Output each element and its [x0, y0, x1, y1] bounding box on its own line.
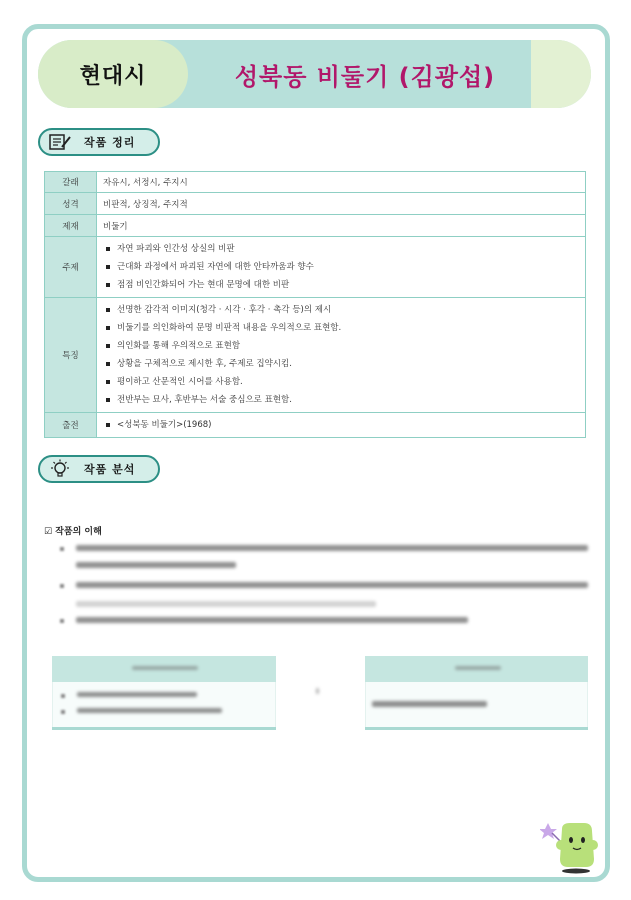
- analysis-section-heading: [38, 455, 160, 483]
- summary-section-title: 작품 정리: [84, 136, 136, 149]
- lightbulb-icon: [48, 459, 72, 479]
- table-row: [45, 215, 586, 237]
- bullet-dot: [61, 710, 65, 714]
- blurred-text: [77, 708, 222, 713]
- row-label-genre: 갈래: [45, 172, 97, 193]
- analysis-card-left: [52, 656, 276, 730]
- analysis-card-right: [365, 656, 588, 730]
- list-item: 점점 비인간화되어 가는 현대 문명에 대한 비판: [103, 276, 579, 294]
- blurred-text: [372, 701, 487, 707]
- row-label-nature: 성격: [45, 193, 97, 215]
- blurred-text: [132, 666, 198, 670]
- mascot-illustration: [540, 815, 602, 875]
- summary-section-heading: [38, 128, 160, 156]
- blurred-text: [76, 582, 588, 588]
- list-item: 자연 파괴와 인간성 상실의 비판: [103, 240, 579, 258]
- row-value-source: [97, 413, 586, 438]
- bullet-dot: [60, 584, 64, 588]
- list-item: 상황을 구체적으로 제시한 후, 주제로 집약시킴.: [103, 355, 579, 373]
- row-value-genre: 자유시, 서정시, 주지시: [97, 172, 586, 193]
- list-item: 비둘기를 의인화하여 문명 비판적 내용을 우의적으로 표현함.: [103, 319, 579, 337]
- list-item: 근대화 과정에서 파괴된 자연에 대한 안타까움과 향수: [103, 258, 579, 276]
- table-row: [45, 237, 586, 298]
- table-row: [45, 172, 586, 193]
- blurred-text: [76, 562, 236, 568]
- row-value-theme: [97, 237, 586, 298]
- genre-badge: [38, 40, 188, 108]
- blurred-text: [76, 601, 376, 607]
- blurred-mark: [316, 688, 319, 694]
- table-row: [45, 193, 586, 215]
- blurred-text: [455, 666, 501, 670]
- card-header: [365, 656, 588, 682]
- bullet-dot: [61, 694, 65, 698]
- analysis-section-title: 작품 분석: [84, 463, 136, 476]
- row-label-subject: 제재: [45, 215, 97, 237]
- list-item: <성북동 비둘기>(1968): [103, 416, 579, 434]
- summary-table: [44, 171, 586, 438]
- row-label-theme: 주제: [45, 237, 97, 298]
- row-value-features: [97, 298, 586, 413]
- table-row: [45, 413, 586, 438]
- list-item: 의인화를 통해 우의적으로 표현함: [103, 337, 579, 355]
- row-label-features: 특징: [45, 298, 97, 413]
- card-body: [52, 682, 276, 727]
- list-item: 평이하고 산문적인 시어를 사용함.: [103, 373, 579, 391]
- row-value-subject: 비둘기: [97, 215, 586, 237]
- row-value-nature: 비판적, 상징적, 주지적: [97, 193, 586, 215]
- page-title: 성북동 비둘기 (김광섭): [234, 62, 496, 91]
- list-item: 전반부는 묘사, 후반부는 서술 중심으로 표현함.: [103, 391, 579, 409]
- card-header: [52, 656, 276, 682]
- understanding-heading: ☑ 작품의 이해: [44, 527, 102, 537]
- bullet-dot: [60, 547, 64, 551]
- blurred-text: [77, 692, 197, 697]
- notepad-pencil-icon: [48, 132, 72, 152]
- blurred-text: [76, 617, 468, 623]
- card-body: [365, 682, 588, 727]
- genre-label: 현대시: [79, 63, 147, 89]
- blurred-text: [76, 545, 588, 551]
- bullet-dot: [60, 619, 64, 623]
- table-row: [45, 298, 586, 413]
- list-item: 선명한 감각적 이미지(청각 · 시각 · 후각 · 촉각 등)의 제시: [103, 301, 579, 319]
- row-label-source: 출전: [45, 413, 97, 438]
